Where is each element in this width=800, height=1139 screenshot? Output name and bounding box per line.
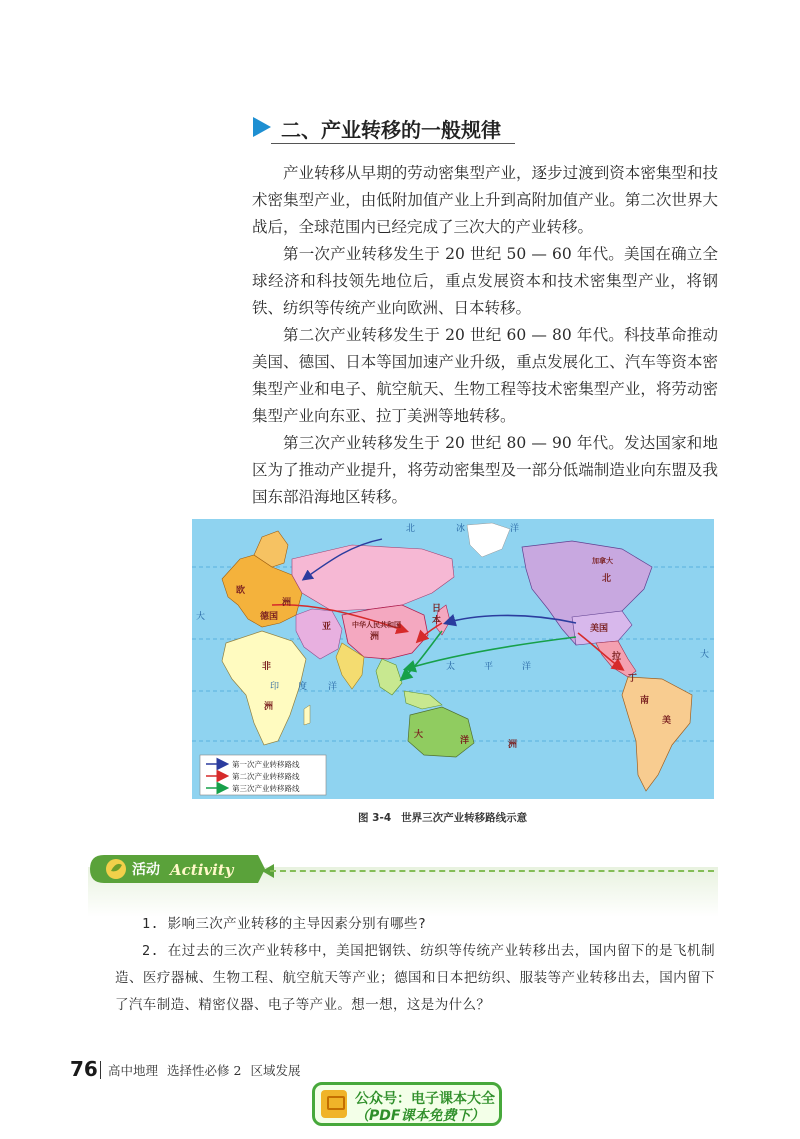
map-label-germany: 德国 <box>260 612 279 622</box>
map-label-atlantic: 大 <box>196 612 206 622</box>
figure-number: 图 3-4 <box>358 812 392 824</box>
page-number: 76 <box>70 1057 98 1081</box>
map-label-arctic: 北 <box>406 524 416 534</box>
map-label-japan: 本 <box>432 616 442 626</box>
activity-dashed-line <box>270 870 714 872</box>
paragraph: 第一次产业转移发生于 20 世纪 50 — 60 年代。美国在确立全球经济和科技领先地位后，重点发展资本和技术密集型产业，将钢铁、纺织等传统产业向欧洲、日本转移。 <box>252 245 718 317</box>
watermark-stamp <box>312 1082 502 1126</box>
map-label-latin: 拉 <box>612 652 622 662</box>
map-label-oceania: 洲 <box>508 740 518 750</box>
activity-header <box>90 855 265 883</box>
legend-label: 第三次产业转移路线 <box>232 784 300 793</box>
world-map <box>192 519 714 799</box>
heading-triangle-icon <box>253 117 271 137</box>
book-title <box>108 1061 309 1079</box>
body-text <box>252 160 718 511</box>
paragraph: 产业转移从早期的劳动密集型产业，逐步过渡到资本密集型和技术密集型产业，由低附加值产业上升到高附加值产业。第二次世界大战后，全球范围内已经完成了三次大的产业转移。 <box>252 164 718 236</box>
map-label-indian: 洋 <box>328 682 338 692</box>
map-label-pacific: 太 <box>446 662 456 672</box>
footer-divider <box>100 1061 101 1079</box>
legend-label: 第一次产业转移路线 <box>232 760 300 769</box>
map-label-arctic: 洋 <box>510 524 520 534</box>
map-label-oceania: 洋 <box>460 736 470 746</box>
map-label-japan: 日 <box>432 604 442 614</box>
legend-label: 第二次产业转移路线 <box>232 772 300 781</box>
map-label-china: 中华人民共和国 <box>352 621 401 629</box>
map-label-europe: 欧 <box>236 586 246 596</box>
map-label-north: 北 <box>602 574 612 584</box>
activity-question: 2. 在过去的三次产业转移中，美国把钢铁、纺织等传统产业转移出去，国内留下的是飞机制造、医疗器械、生物工程、航空航天等产业；德国和日本把纺织、服装等产业转移出去，国内留下了汽车制造、精密仪器、电子等产业。想一想，这是为什么？ <box>115 943 715 1013</box>
map-legend <box>200 755 326 795</box>
section-heading <box>253 114 515 144</box>
watermark-line-1: 公众号：电子课本大全 <box>355 1091 495 1107</box>
map-label-atlantic: 大 <box>700 650 710 660</box>
book-badge-icon <box>321 1090 347 1118</box>
map-label-usa: 美国 <box>590 624 609 634</box>
map-label-asia: 洲 <box>370 632 380 642</box>
map-label-south-america: 南 <box>640 696 650 706</box>
activity-label-cn: 活动 <box>132 862 160 878</box>
paragraph: 第三次产业转移发生于 20 世纪 80 — 90 年代。发达国家和地区为了推动产业提升，将劳动密集型及一部分低端制造业向东盟及我国东部沿海地区转移。 <box>252 434 718 506</box>
world-map-figure <box>192 519 714 799</box>
watermark-line-2: （PDF课本免费下） <box>355 1108 485 1124</box>
map-label-indian: 印 <box>270 682 280 692</box>
map-label-latin: 丁 <box>628 674 638 684</box>
activity-label-en: Activity <box>170 861 234 879</box>
map-label-pacific: 平 <box>484 662 494 672</box>
map-label-south-america: 美 <box>662 716 672 726</box>
map-label-africa: 洲 <box>264 702 274 712</box>
figure-caption <box>358 810 527 825</box>
book-subject: 高中地理 <box>108 1063 159 1078</box>
map-label-canada: 加拿大 <box>592 557 613 565</box>
map-label-pacific: 洋 <box>522 662 532 672</box>
book-volume: 选择性必修 2 <box>167 1063 242 1078</box>
map-label-arctic: 冰 <box>456 524 466 534</box>
heading-underline <box>271 143 515 144</box>
map-label-oceania: 大 <box>414 730 424 740</box>
section-title: 二、产业转移的一般规律 <box>281 118 501 142</box>
activity-questions <box>115 911 715 1019</box>
map-label-europe: 洲 <box>282 598 292 608</box>
book-module: 区域发展 <box>250 1063 301 1078</box>
map-label-asia: 亚 <box>322 622 332 632</box>
figure-title: 世界三次产业转移路线示意 <box>401 812 528 824</box>
paragraph: 第二次产业转移发生于 20 世纪 60 — 80 年代。科技革命推动美国、德国、日本等国加速产业升级，重点发展化工、汽车等资本密集型产业和电子、航空航天、生物工程等技术密集型产业，将劳动密集型产业向东亚、拉丁美洲等地转移。 <box>252 326 718 425</box>
map-label-indian: 度 <box>298 682 308 692</box>
map-label-africa: 非 <box>262 662 272 672</box>
activity-question: 1. 影响三次产业转移的主导因素分别有哪些? <box>142 916 427 932</box>
